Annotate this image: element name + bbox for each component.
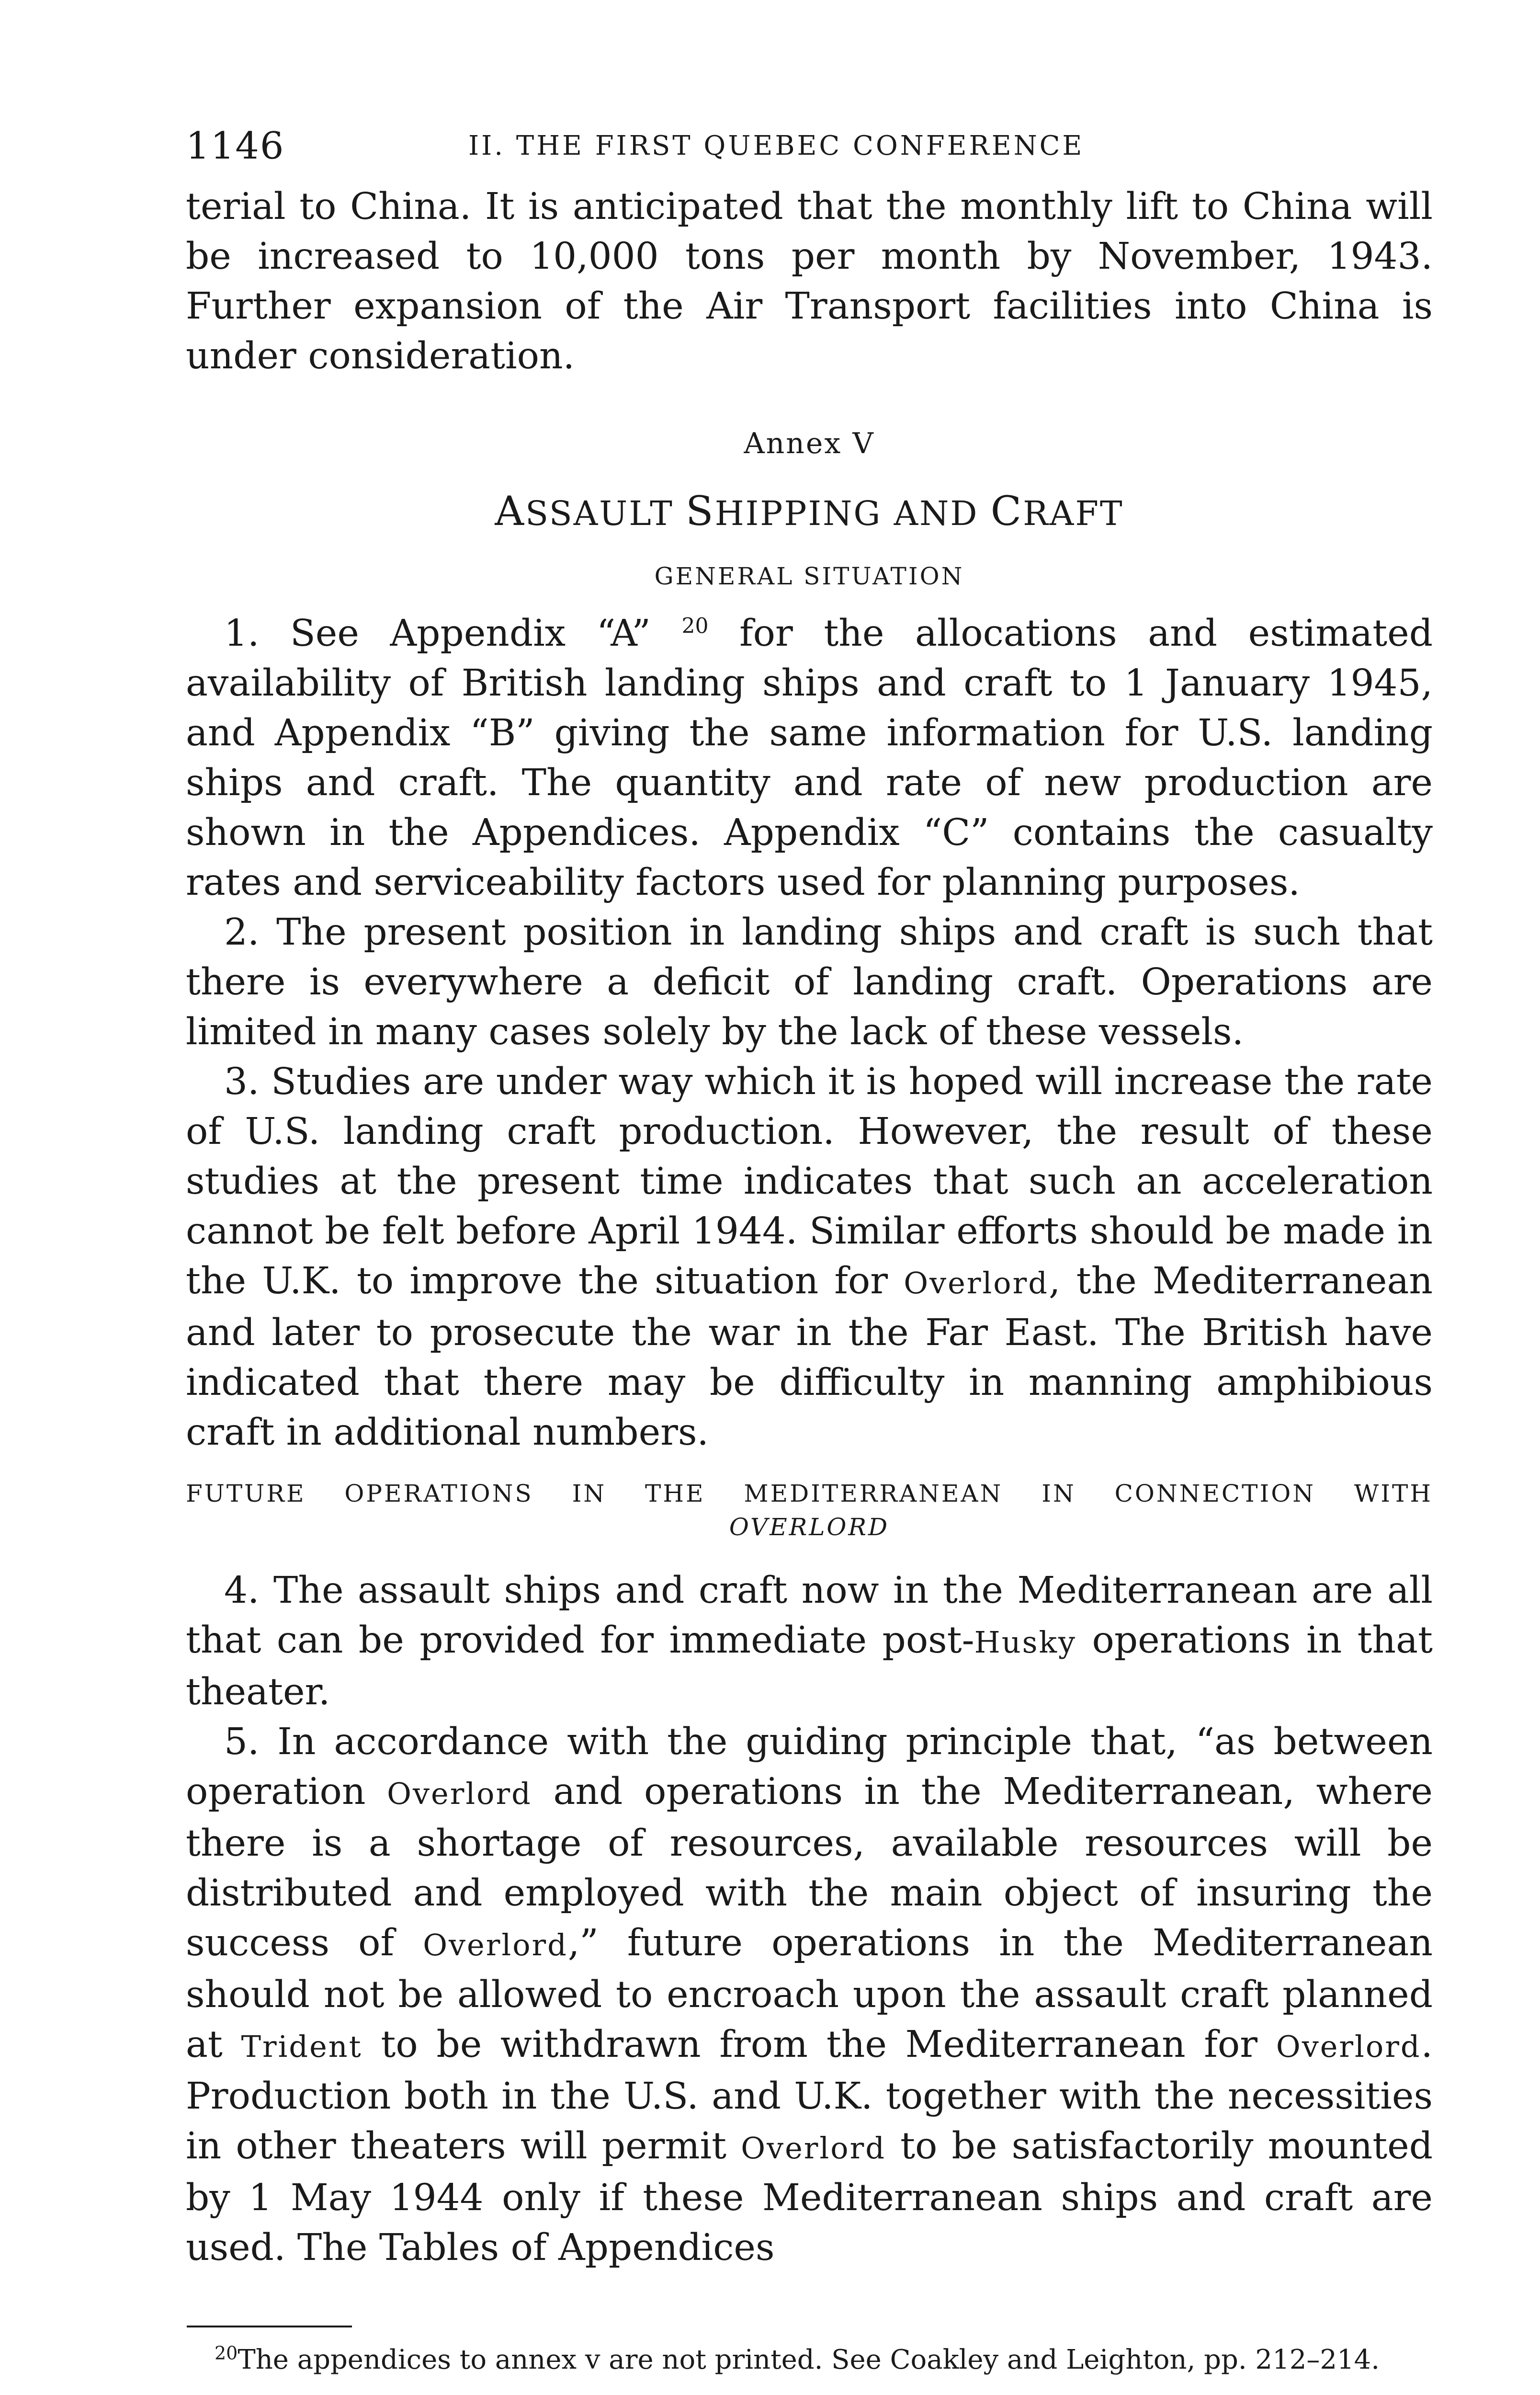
p4-smallcaps-husky: Husky bbox=[974, 1625, 1077, 1660]
continuation-paragraph: terial to China. It is anticipated that the monthly lift to China will be increased to 10,000 tons per month by November, 1943. Further expansion of the Air Transport facilities into China is under consideration. bbox=[186, 185, 1433, 377]
paragraph-3 bbox=[186, 1057, 1433, 1458]
p1-text-b: for the allocations and estimated availability of British landing ships and craft to 1 January 1945, and Appendix “B” giving the same information for U.S. landing ships and craft. The quantity and rate of new production are shown in the Appendices. Appendix “C” contains the casualty rates and serviceability factors used for planning purposes. bbox=[186, 612, 1433, 904]
paragraph-4 bbox=[186, 1566, 1433, 1717]
annex-title-w1-cap: A bbox=[495, 488, 526, 535]
footnote-text: The appendices to annex v are not printed. See Coakley and Leighton, pp. 212–214. bbox=[238, 2344, 1380, 2375]
p5-smallcaps-overlord-4: Overlord bbox=[741, 2131, 886, 2166]
annex-title-w4-rest: RAFT bbox=[1023, 494, 1124, 533]
p5-smallcaps-overlord-3: Overlord bbox=[1276, 2029, 1421, 2064]
p5-text-e: . Production both in the U.S. and U.K. together with the necessities in other theaters will permit bbox=[186, 2023, 1433, 2167]
p3-smallcaps-overlord: Overlord bbox=[904, 1266, 1049, 1300]
page-number: 1146 bbox=[186, 125, 285, 168]
annex-title-w4-cap: C bbox=[990, 488, 1023, 535]
running-head bbox=[186, 110, 1433, 182]
p5-smallcaps-trident: Trident bbox=[241, 2029, 362, 2064]
p5-text-f: to be satisfactorily mounted by 1 May 1944 only if these Mediterranean ships and craft are used. The Tables of Appendices bbox=[186, 2125, 1433, 2269]
annex-title bbox=[186, 490, 1433, 535]
document-page bbox=[186, 110, 1433, 2378]
p1-text-a: 1. See Appendix “A” bbox=[224, 612, 682, 655]
p5-text-b: and operations in the Mediterranean, where there is a shortage of resources, available resources will be distributed and employed with the main object of insuring the success of bbox=[186, 1770, 1433, 1964]
p5-smallcaps-overlord-1: Overlord bbox=[387, 1776, 532, 1811]
footnote-rule bbox=[187, 2326, 352, 2327]
p3-text-a: 3. Studies are under way which it is hoped will increase the rate of U.S. landing craft production. However, the result of these studies at the present time indicates that such an acceleration cannot be felt before April 1944. Similar efforts should be made in the U.K. to improve the situation for bbox=[186, 1061, 1433, 1302]
section-heading-overlord: OVERLORD bbox=[729, 1513, 890, 1541]
running-title: II. THE FIRST QUEBEC CONFERENCE bbox=[468, 130, 1085, 161]
section-heading-general-situation: GENERAL SITUATION bbox=[654, 562, 964, 590]
paragraph-1 bbox=[186, 609, 1433, 908]
annex-title-w1-rest: SSAULT bbox=[525, 494, 674, 533]
annex-title-w3: AND bbox=[894, 494, 979, 533]
footnote-ref-20: 20 bbox=[681, 614, 709, 639]
p4-text-a: 4. The assault ships and craft now in the Mediterranean are all that can be provided for immediate post- bbox=[186, 1569, 1433, 1662]
annex-title-w2-rest: HIPPING bbox=[714, 494, 882, 533]
p5-text-d: to be withdrawn from the Mediterranean for bbox=[362, 2023, 1276, 2066]
annex-label: Annex V bbox=[744, 427, 875, 460]
p3-text-b: , the Mediterranean and later to prosecute the war in the Far East. The British have indicated that there may be difficulty in manning amphibious craft in additional numbers. bbox=[186, 1260, 1433, 1454]
p4-text-b: operations in that theater. bbox=[186, 1619, 1433, 1713]
p5-text-a: 5. In accordance with the guiding principle that, “as between operation bbox=[186, 1721, 1433, 1813]
footnote-20 bbox=[186, 2342, 1433, 2378]
paragraph-2: 2. The present position in landing ships and craft is such that there is everywhere a deficit of landing craft. Operations are limited in many cases solely by the lack of these vessels. bbox=[186, 911, 1433, 1053]
footnote-number: 20 bbox=[215, 2342, 238, 2364]
paragraph-5 bbox=[186, 1717, 1433, 2273]
p5-text-c: ,” future operations in the Mediterranean should not be allowed to encroach upon the assault craft planned at bbox=[186, 1922, 1433, 2066]
section-heading-future-operations: FUTURE OPERATIONS IN THE MEDITERRANEAN IN CONNECTION WITH bbox=[186, 1480, 1433, 1507]
p5-smallcaps-overlord-2: Overlord bbox=[423, 1927, 568, 1962]
annex-title-w2-cap: S bbox=[686, 488, 715, 535]
